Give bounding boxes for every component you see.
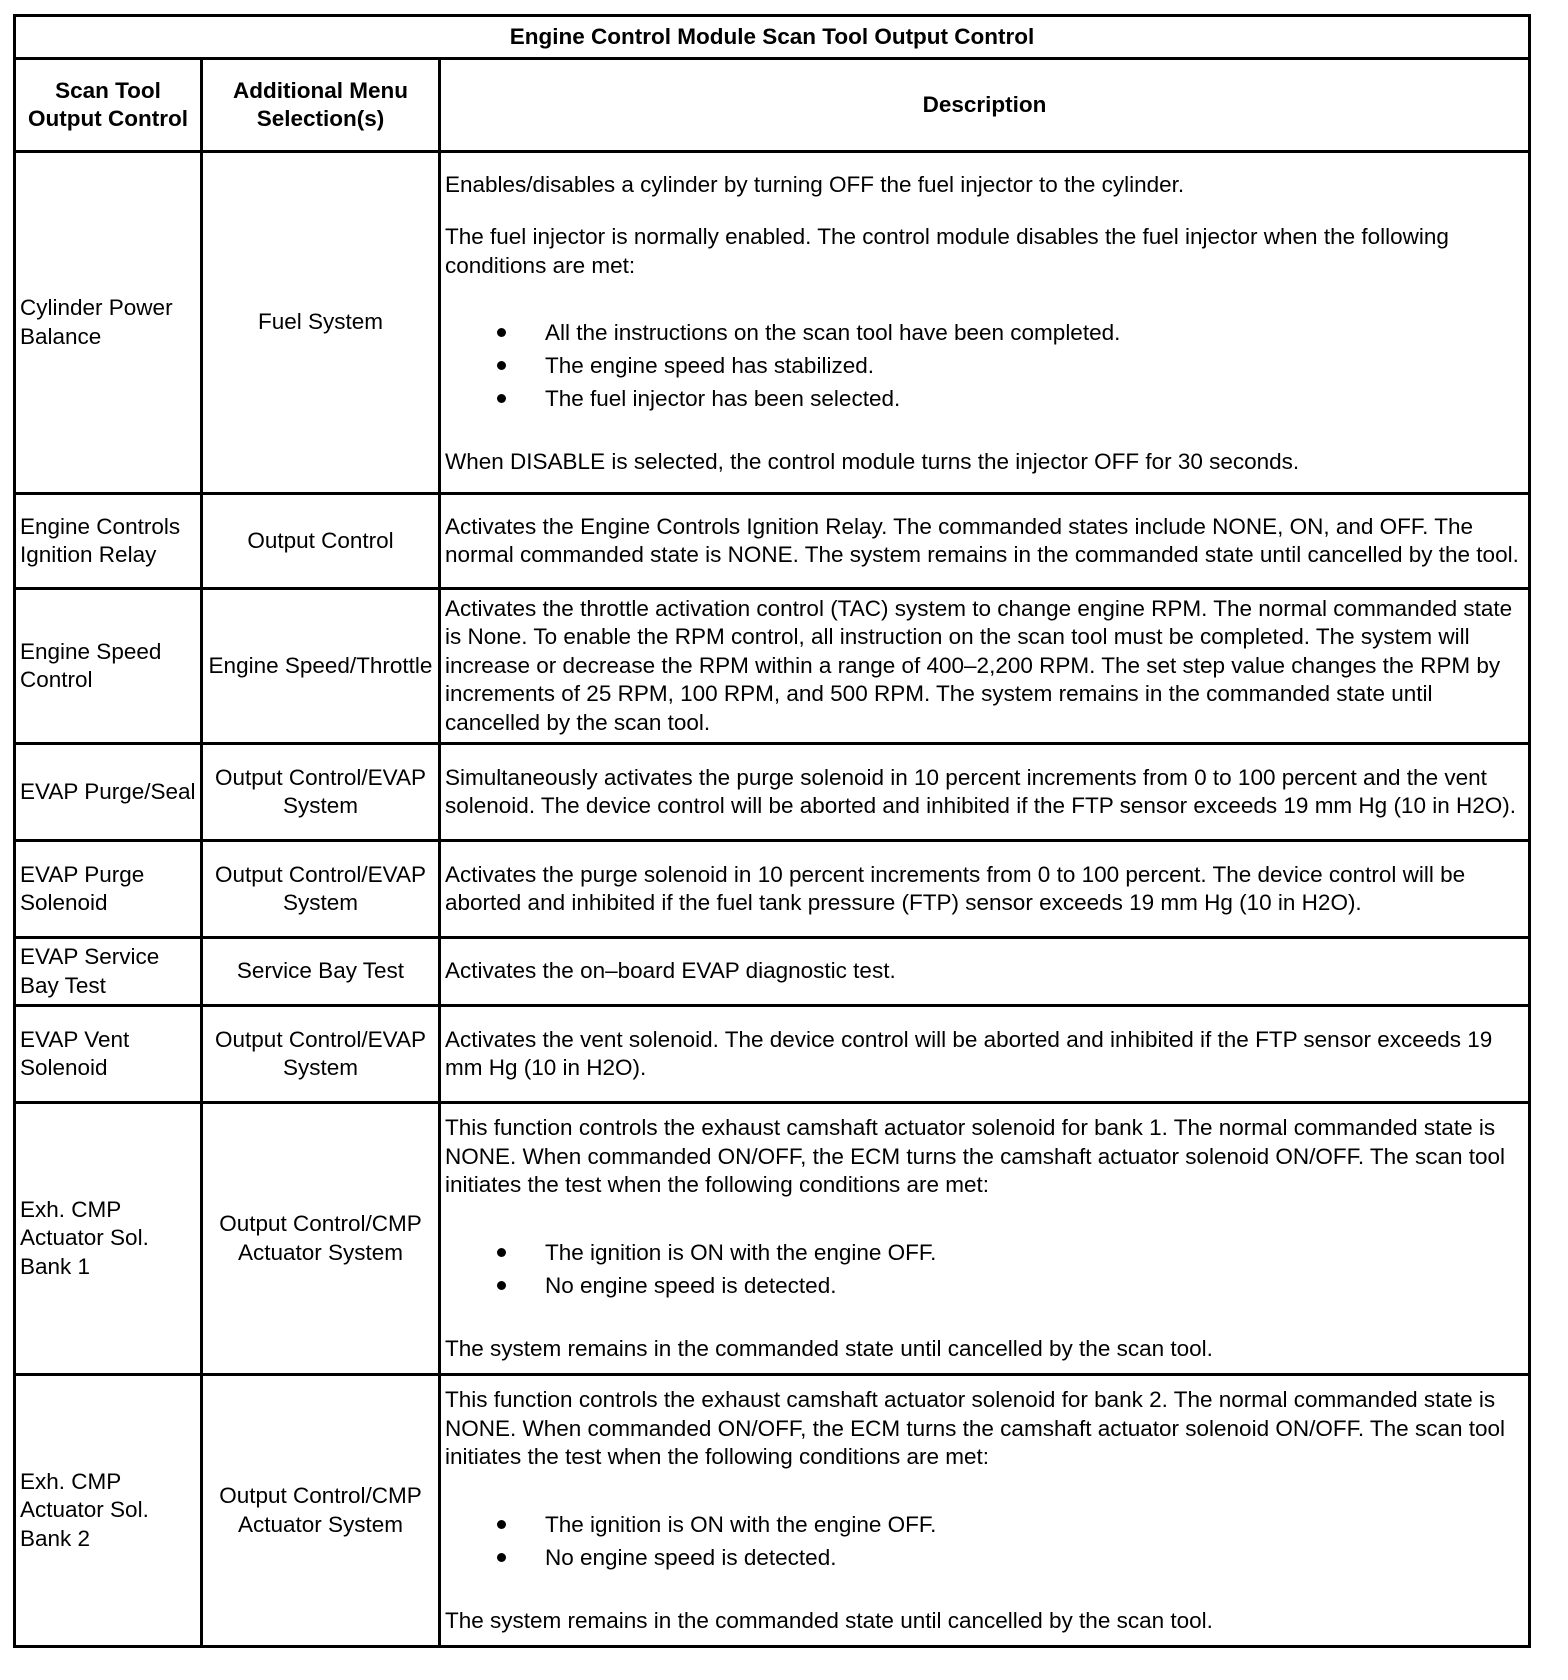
cell-output-control: EVAP Service Bay Test [15, 938, 202, 1006]
cell-description: Activates the throttle activation control (TAC) system to change engine RPM. The normal commanded state is None. To enable the RPM control, all instruction on the scan tool must be completed. The system will increase or decrease the RPM within a range of 400–2,200 RPM. The set step value changes the RPM by increments of 25 RPM, 100 RPM, and 500 RPM. The system remains in the commanded state until cancelled by the scan tool. [440, 589, 1530, 744]
cell-output-control: Cylinder Power Balance [15, 152, 202, 494]
description-outro: The system remains in the commanded state until cancelled by the scan tool. [445, 1335, 1213, 1361]
description-lead: This function controls the exhaust camshaft actuator solenoid for bank 2. The normal commanded state is NONE. When commanded ON/OFF, the ECM turns the camshaft actuator solenoid ON/OFF. The scan tool initiates the test when the following conditions are met: [445, 1387, 1506, 1469]
list-item-text: The ignition is ON with the engine OFF. [545, 1239, 937, 1265]
bullet-icon [497, 1281, 506, 1290]
bullet-icon [497, 328, 506, 337]
cell-output-control: Engine Controls Ignition Relay [15, 494, 202, 589]
cell-output-control: EVAP Purge Solenoid [15, 841, 202, 938]
bullet-icon [497, 1248, 506, 1257]
cell-description: Simultaneously activates the purge solenoid in 10 percent increments from 0 to 100 percent and the vent solenoid. The device control will be aborted and inhibited if the FTP sensor exceeds 19 mm Hg (10 in H2O). [440, 744, 1530, 841]
list-item [445, 1236, 1524, 1269]
list-item-text: The ignition is ON with the engine OFF. [545, 1511, 937, 1537]
description-outro: When DISABLE is selected, the control module turns the injector OFF for 30 seconds. [445, 449, 1300, 474]
cell-description [440, 152, 1530, 494]
table-row [15, 1006, 1530, 1103]
cell-menu-selection: Output Control/EVAP System [202, 1006, 440, 1103]
table-row [15, 1375, 1530, 1647]
cell-description [440, 1375, 1530, 1647]
condition-list [445, 316, 1524, 415]
table-title: Engine Control Module Scan Tool Output Control [15, 16, 1530, 59]
cell-description [440, 1103, 1530, 1375]
cell-output-control: EVAP Vent Solenoid [15, 1006, 202, 1103]
list-item-text: The engine speed has stabilized. [545, 353, 874, 378]
table-row [15, 1103, 1530, 1375]
cell-menu-selection: Fuel System [202, 152, 440, 494]
bullet-icon [497, 361, 506, 370]
cell-output-control: EVAP Purge/Seal [15, 744, 202, 841]
table-row [15, 841, 1530, 938]
list-item [445, 1269, 1524, 1302]
list-item [445, 316, 1524, 349]
cell-output-control: Exh. CMP Actuator Sol. Bank 2 [15, 1375, 202, 1647]
cell-output-control: Engine Speed Control [15, 589, 202, 744]
list-item-text: The fuel injector has been selected. [545, 386, 901, 411]
cell-output-control: Exh. CMP Actuator Sol. Bank 1 [15, 1103, 202, 1375]
bullet-icon [497, 1553, 506, 1562]
list-item [445, 382, 1524, 415]
cell-menu-selection: Service Bay Test [202, 938, 440, 1006]
list-item [445, 1508, 1524, 1541]
description-outro: The system remains in the commanded state until cancelled by the scan tool. [445, 1607, 1213, 1633]
list-item-text: No engine speed is detected. [545, 1272, 837, 1298]
table-row [15, 494, 1530, 589]
cell-description: Activates the vent solenoid. The device control will be aborted and inhibited if the FTP sensor exceeds 19 mm Hg (10 in H2O). [440, 1006, 1530, 1103]
cell-description: Activates the on–board EVAP diagnostic test. [440, 938, 1530, 1006]
list-item [445, 349, 1524, 382]
description-lead: This function controls the exhaust camshaft actuator solenoid for bank 1. The normal commanded state is NONE. When commanded ON/OFF, the ECM turns the camshaft actuator solenoid ON/OFF. The scan tool initiates the test when the following conditions are met: [445, 1115, 1506, 1197]
header-menu-selection: Additional Menu Selection(s) [202, 59, 440, 152]
table-row [15, 744, 1530, 841]
header-output-control: Scan Tool Output Control [15, 59, 202, 152]
cell-menu-selection: Output Control/CMP Actuator System [202, 1103, 440, 1375]
cell-menu-selection: Output Control/EVAP System [202, 744, 440, 841]
header-description: Description [440, 59, 1530, 152]
output-control-table [13, 14, 1531, 1648]
description-intro: Enables/disables a cylinder by turning OFF the fuel injector to the cylinder. [445, 171, 1185, 197]
table-title-row [15, 16, 1530, 59]
description-lead: The fuel injector is normally enabled. The control module disables the fuel injector when the following conditions are met: [445, 224, 1449, 278]
list-item-text: All the instructions on the scan tool have been completed. [545, 320, 1121, 345]
bullet-icon [497, 394, 506, 403]
cell-menu-selection: Output Control/EVAP System [202, 841, 440, 938]
cell-menu-selection: Output Control/CMP Actuator System [202, 1375, 440, 1647]
document-page [13, 14, 1528, 1648]
cell-menu-selection: Output Control [202, 494, 440, 589]
bullet-icon [497, 1520, 506, 1529]
table-row [15, 938, 1530, 1006]
cell-menu-selection: Engine Speed/Throttle [202, 589, 440, 744]
list-item-text: No engine speed is detected. [545, 1544, 837, 1570]
table-header-row [15, 59, 1530, 152]
condition-list [445, 1236, 1524, 1302]
cell-description: Activates the purge solenoid in 10 percent increments from 0 to 100 percent. The device control will be aborted and inhibited if the fuel tank pressure (FTP) sensor exceeds 19 mm Hg (10 in H2O). [440, 841, 1530, 938]
table-row [15, 589, 1530, 744]
condition-list [445, 1508, 1524, 1574]
table-row [15, 152, 1530, 494]
cell-description: Activates the Engine Controls Ignition Relay. The commanded states include NONE, ON, and OFF. The normal commanded state is NONE. The system remains in the commanded state until cancelled by the tool. [440, 494, 1530, 589]
list-item [445, 1541, 1524, 1574]
